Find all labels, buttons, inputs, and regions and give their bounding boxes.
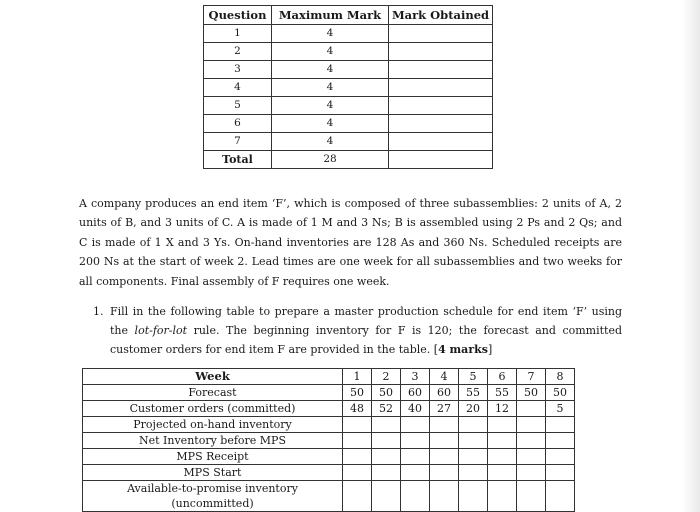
mps-row-net-inventory xyxy=(83,433,575,449)
mps-header-week-label: Week xyxy=(83,369,343,385)
mps-cell: 52 xyxy=(372,401,401,417)
mps-input-cell[interactable] xyxy=(546,417,575,433)
marks-row xyxy=(204,79,493,97)
marks-max: 4 xyxy=(272,43,389,61)
marks-header-obtained: Mark Obtained xyxy=(389,6,493,25)
marks-total-row xyxy=(204,151,493,169)
mps-week-number: 1 xyxy=(343,369,372,385)
mps-input-cell[interactable] xyxy=(430,417,459,433)
marks-total-obtained-cell[interactable] xyxy=(389,151,493,169)
mps-row-mps-receipt xyxy=(83,449,575,465)
mps-row-label: MPS Start xyxy=(83,465,343,481)
marks-question: 7 xyxy=(204,133,272,151)
mps-input-cell[interactable] xyxy=(488,481,517,512)
mps-input-cell[interactable] xyxy=(343,417,372,433)
marks-row xyxy=(204,61,493,79)
mps-cell: 50 xyxy=(517,385,546,401)
marks-obtained-cell[interactable] xyxy=(389,43,493,61)
mps-input-cell[interactable] xyxy=(401,449,430,465)
mps-input-cell[interactable] xyxy=(372,465,401,481)
question-text xyxy=(110,302,622,359)
mps-cell: 55 xyxy=(488,385,517,401)
marks-max: 4 xyxy=(272,79,389,97)
marks-question: 4 xyxy=(204,79,272,97)
mps-input-cell[interactable] xyxy=(488,417,517,433)
mps-input-cell[interactable] xyxy=(401,417,430,433)
mps-input-cell[interactable] xyxy=(459,417,488,433)
mps-input-cell[interactable] xyxy=(517,481,546,512)
mps-input-cell[interactable] xyxy=(430,465,459,481)
mps-input-cell[interactable] xyxy=(546,433,575,449)
marks-max: 4 xyxy=(272,133,389,151)
marks-total-label: Total xyxy=(204,151,272,169)
marks-row xyxy=(204,133,493,151)
mps-input-cell[interactable] xyxy=(401,433,430,449)
marks-obtained-cell[interactable] xyxy=(389,97,493,115)
mps-cell: 48 xyxy=(343,401,372,417)
mps-cell: 12 xyxy=(488,401,517,417)
mps-week-number: 8 xyxy=(546,369,575,385)
marks-header-row xyxy=(204,6,493,25)
question-marks: 4 marks xyxy=(438,343,488,356)
mps-input-cell[interactable] xyxy=(430,433,459,449)
mps-input-cell[interactable] xyxy=(372,449,401,465)
marks-row xyxy=(204,25,493,43)
mps-input-cell[interactable] xyxy=(459,433,488,449)
question-italic-rule: lot-for-lot xyxy=(134,324,188,337)
marks-header-question: Question xyxy=(204,6,272,25)
marks-total-value: 28 xyxy=(272,151,389,169)
mps-cell: 60 xyxy=(401,385,430,401)
mps-cell: 60 xyxy=(430,385,459,401)
mps-input-cell[interactable] xyxy=(546,481,575,512)
mps-week-number: 4 xyxy=(430,369,459,385)
mps-week-number: 3 xyxy=(401,369,430,385)
mps-input-cell[interactable] xyxy=(343,465,372,481)
marks-max: 4 xyxy=(272,97,389,115)
mps-input-cell[interactable] xyxy=(401,481,430,512)
question-1 xyxy=(93,302,622,359)
marks-header-maximum: Maximum Mark xyxy=(272,6,389,25)
mps-row-customer-orders xyxy=(83,401,575,417)
marks-question: 2 xyxy=(204,43,272,61)
mps-input-cell[interactable] xyxy=(430,481,459,512)
marks-obtained-cell[interactable] xyxy=(389,61,493,79)
mps-row-label: Available-to-promise inventory (uncommitted) xyxy=(83,481,343,512)
mps-cell xyxy=(517,401,546,417)
marks-row xyxy=(204,97,493,115)
mps-row-label: Projected on-hand inventory xyxy=(83,417,343,433)
mps-row-label: Customer orders (committed) xyxy=(83,401,343,417)
mps-input-cell[interactable] xyxy=(343,481,372,512)
problem-statement: A company produces an end item ‘F’, which is composed of three subassemblies: 2 units of A, 2 units of B, and 3 units of C. A is made of 1 M and 3 Ns; B is assembled using 2 Ps and 2 Qs; and C is made of 1 X and 3 Ys. On-hand inventories are 128 As and 360 Ns. Scheduled receipts are 200 Ns at the start of week 2. Lead times are one week for all subassemblies and two weeks for all components. Final assembly of F requires one week. xyxy=(79,197,622,288)
mps-input-cell[interactable] xyxy=(343,449,372,465)
mps-row-projected-on-hand xyxy=(83,417,575,433)
marks-max: 4 xyxy=(272,61,389,79)
mps-input-cell[interactable] xyxy=(372,433,401,449)
mps-row-forecast xyxy=(83,385,575,401)
mps-row-label: Forecast xyxy=(83,385,343,401)
mps-input-cell[interactable] xyxy=(546,465,575,481)
mps-week-number: 5 xyxy=(459,369,488,385)
mps-input-cell[interactable] xyxy=(517,449,546,465)
marks-question: 5 xyxy=(204,97,272,115)
mps-table xyxy=(82,368,575,512)
marks-obtained-cell[interactable] xyxy=(389,79,493,97)
mps-row-label: Net Inventory before MPS xyxy=(83,433,343,449)
question-text-part: rule. The beginning inventory for F is 120; the forecast and committed customer orders for end item F are provided in the table. [ xyxy=(110,324,622,356)
page-edge-shadow xyxy=(682,0,700,512)
mps-week-number: 7 xyxy=(517,369,546,385)
mps-input-cell[interactable] xyxy=(488,465,517,481)
mps-input-cell[interactable] xyxy=(430,449,459,465)
mps-cell: 50 xyxy=(372,385,401,401)
mps-row-mps-start xyxy=(83,465,575,481)
question-number: 1. xyxy=(93,305,104,318)
marks-table xyxy=(203,5,493,169)
mps-input-cell[interactable] xyxy=(517,417,546,433)
mps-input-cell[interactable] xyxy=(488,433,517,449)
marks-row xyxy=(204,43,493,61)
mps-cell: 20 xyxy=(459,401,488,417)
marks-question: 3 xyxy=(204,61,272,79)
mps-week-number: 6 xyxy=(488,369,517,385)
mps-row-label: MPS Receipt xyxy=(83,449,343,465)
mps-input-cell[interactable] xyxy=(343,433,372,449)
mps-cell: 5 xyxy=(546,401,575,417)
mps-input-cell[interactable] xyxy=(488,449,517,465)
marks-max: 4 xyxy=(272,115,389,133)
mps-cell: 50 xyxy=(343,385,372,401)
marks-question: 1 xyxy=(204,25,272,43)
mps-cell: 55 xyxy=(459,385,488,401)
mps-cell: 50 xyxy=(546,385,575,401)
mps-input-cell[interactable] xyxy=(459,465,488,481)
mps-input-cell[interactable] xyxy=(546,449,575,465)
mps-input-cell[interactable] xyxy=(517,433,546,449)
marks-obtained-cell[interactable] xyxy=(389,25,493,43)
marks-row xyxy=(204,115,493,133)
mps-input-cell[interactable] xyxy=(517,465,546,481)
mps-input-cell[interactable] xyxy=(372,417,401,433)
marks-obtained-cell[interactable] xyxy=(389,133,493,151)
marks-max: 4 xyxy=(272,25,389,43)
mps-week-number: 2 xyxy=(372,369,401,385)
question-text-part: Fill in the following table to prepare a master production schedule for end item ‘F’ using the xyxy=(110,305,622,337)
mps-header-row xyxy=(83,369,575,385)
marks-question: 6 xyxy=(204,115,272,133)
mps-input-cell[interactable] xyxy=(401,465,430,481)
mps-cell: 40 xyxy=(401,401,430,417)
mps-cell: 27 xyxy=(430,401,459,417)
mps-row-atp xyxy=(83,481,575,512)
mps-input-cell[interactable] xyxy=(459,449,488,465)
mps-input-cell[interactable] xyxy=(372,481,401,512)
question-text-part: ] xyxy=(487,343,493,356)
marks-obtained-cell[interactable] xyxy=(389,115,493,133)
mps-input-cell[interactable] xyxy=(459,481,488,512)
